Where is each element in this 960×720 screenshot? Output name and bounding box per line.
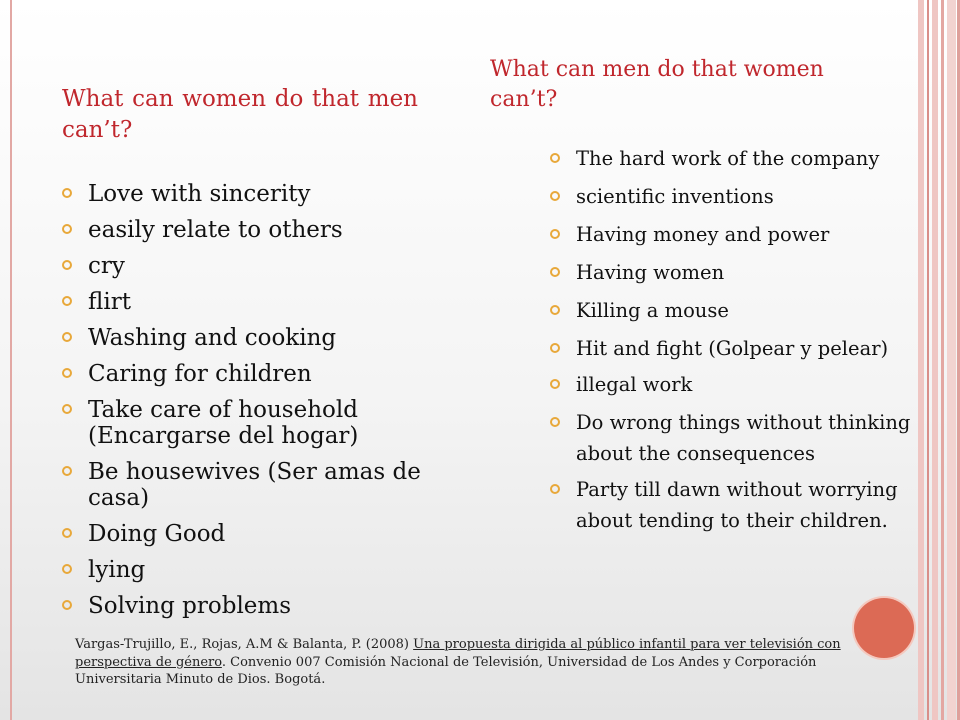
list-item: illegal work (576, 369, 946, 400)
citation (75, 636, 865, 689)
list-item: cry (88, 253, 483, 279)
list-item: Having money and power (576, 219, 946, 250)
right-decor-stripe (947, 0, 956, 720)
list-item: scientific inventions (576, 181, 946, 212)
left-heading: What can women do that men can’t? (62, 86, 418, 143)
list-item: lying (88, 557, 483, 583)
list-item: Be housewives (Ser amas de casa) (88, 459, 483, 511)
list-item: flirt (88, 289, 483, 315)
bullet-icon (62, 188, 72, 198)
list-item: Love with sincerity (88, 181, 483, 207)
bullet-icon (550, 343, 560, 353)
list-item: Party till dawn without worrying about tending to their children. (576, 474, 946, 536)
left-decor-line (10, 0, 12, 720)
list-item: Washing and cooking (88, 325, 483, 351)
bullet-icon (62, 528, 72, 538)
list-item: Do wrong things without thinking about the consequences (576, 407, 946, 469)
bullet-icon (550, 191, 560, 201)
list-item: Caring for children (88, 361, 483, 387)
list-item: Hit and fight (Golpear y pelear) (576, 333, 946, 364)
citation-authors: Vargas-Trujillo, E., Rojas, A.M & Balanta, P. (2008) (75, 637, 414, 652)
list-item: The hard work of the company (576, 143, 946, 174)
bullet-icon (62, 296, 72, 306)
bullet-icon (62, 600, 72, 610)
bullet-icon (62, 368, 72, 378)
bullet-icon (550, 417, 560, 427)
list-item: Killing a mouse (576, 295, 946, 326)
bullet-icon (550, 153, 560, 163)
bullet-icon (62, 332, 72, 342)
bullet-icon (550, 229, 560, 239)
list-item: Doing Good (88, 521, 483, 547)
bullet-icon (550, 305, 560, 315)
list-item: Take care of household (Encargarse del hogar) (88, 397, 483, 449)
bullet-icon (550, 484, 560, 494)
bullet-icon (550, 379, 560, 389)
bullet-icon (62, 260, 72, 270)
list-item: Solving problems (88, 593, 483, 619)
left-list (88, 181, 483, 629)
bullet-icon (550, 267, 560, 277)
bullet-icon (62, 466, 72, 476)
right-heading: What can men do that women can’t? (490, 57, 824, 112)
right-list (576, 143, 946, 541)
list-item: Having women (576, 257, 946, 288)
citation-title: Una propuesta dirigida al público infantil para ver televisión con perspectiva de género (75, 637, 841, 670)
bullet-icon (62, 404, 72, 414)
bullet-icon (62, 564, 72, 574)
bullet-icon (62, 224, 72, 234)
citation-details: . Convenio 007 Comisión Nacional de Televisión, Universidad de Los Andes y Corporación Universitaria Minuto de Dios. Bogotá. (75, 654, 817, 687)
list-item: easily relate to others (88, 217, 483, 243)
